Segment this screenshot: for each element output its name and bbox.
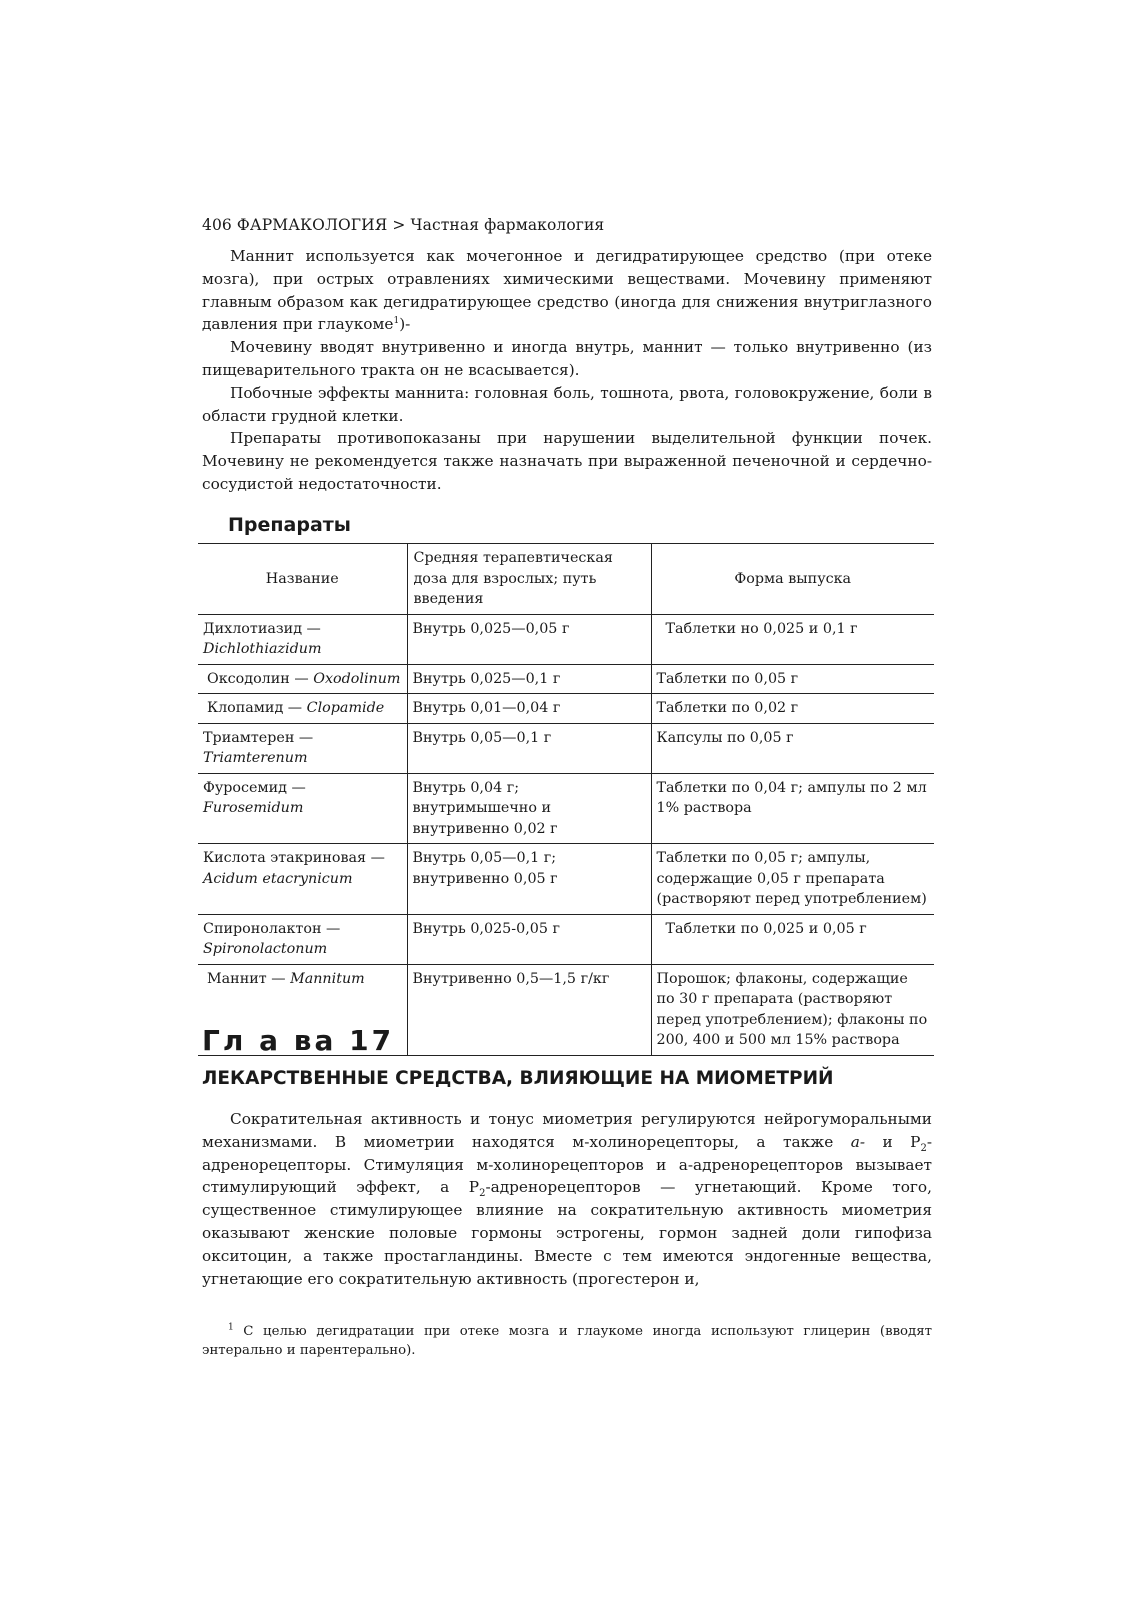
- drug-form-cell: Таблетки по 0,025 и 0,05 г: [651, 914, 934, 964]
- drug-name-cell: Спиронолактон — Spironolactonum: [198, 914, 407, 964]
- chapter-label: Гл а ва 17: [202, 1024, 395, 1057]
- drug-form-cell: Таблетки по 0,04 г; ампулы по 2 мл 1% раствора: [651, 773, 934, 844]
- chapter-title: ЛЕКАРСТВЕННЫЕ СРЕДСТВА, ВЛИЯЮЩИЕ НА МИОМЕТРИЙ: [202, 1068, 834, 1089]
- section-heading-drugs: Препараты: [228, 514, 351, 536]
- drug-dose-cell: Внутривенно 0,5—1,5 г/кг: [407, 964, 651, 1055]
- drug-name-cell: Кислота этакриновая — Acidum etacrynicum: [198, 844, 407, 915]
- drug-dose-cell: Внутрь 0,01—0,04 г: [407, 694, 651, 724]
- running-head: 406 ФАРМАКОЛОГИЯ > Частная фармакология: [202, 216, 605, 234]
- drug-form-cell: Таблетки по 0,05 г; ампулы, содержащие 0,05 г препарата (растворяют перед употреблением): [651, 844, 934, 915]
- drugs-table: [198, 543, 934, 1056]
- drug-dose-cell: Внутрь 0,05—0,1 г: [407, 723, 651, 773]
- chapter-body: [202, 1108, 932, 1290]
- footnote: $^1$ С целью дегидратации при отеке мозга и глаукоме иногда используют глицерин (вводят энтерально и парентерально).: [202, 1322, 932, 1358]
- drug-name-cell: Дихлотиазид — Dichlothiazidum: [198, 614, 407, 664]
- table-row: [198, 773, 934, 844]
- drug-dose-cell: Внутрь 0,04 г; внутримышечно и внутривенно 0,02 г: [407, 773, 651, 844]
- table-header-row: [198, 544, 934, 615]
- drug-dose-cell: Внутрь 0,05—0,1 г; внутривенно 0,05 г: [407, 844, 651, 915]
- footnote-number: 1: [228, 1322, 234, 1333]
- drug-name-cell: Оксодолин — Oxodolinum: [198, 664, 407, 694]
- column-header-form: Форма выпуска: [651, 544, 934, 615]
- drug-form-cell: Таблетки по 0,02 г: [651, 694, 934, 724]
- paragraph-myometrium: Сократительная активность и тонус миометрия регулируются нейрогуморальными механизмами. В миометрии находятся м-холинорецепторы, а также а- и $Р_2$-адренорецепторы. Стимуляция м-холинорецепторов и а-адренорецепторов вызывает стимулирующий эффект, а $Р_2$-адренорецепторов — угнетающий. Кроме того, существенное стимулирующее влияние на сократительную активность миометрия оказывают женские половые гормоны эстрогены, гормон задней доли гипофиза окситоцин, а также простагландины. Вместе с тем имеются эндогенные вещества, угнетающие его сократительную активность (прогестерон и,: [202, 1110, 932, 1288]
- drug-name-cell: Фуросемид — Furosemidum: [198, 773, 407, 844]
- table-row: [198, 614, 934, 664]
- drug-form-cell: Таблетки но 0,025 и 0,1 г: [651, 614, 934, 664]
- paragraph-side-effects: Побочные эффекты маннита: головная боль, тошнота, рвота, головокружение, боли в области грудной клетки.: [202, 383, 932, 425]
- drug-name-cell: Триамтерен — Triamterenum: [198, 723, 407, 773]
- footnote-mark: 1: [393, 316, 400, 327]
- drug-name-cell: Маннит — Mannitum: [198, 964, 407, 1055]
- drug-dose-cell: Внутрь 0,025—0,05 г: [407, 614, 651, 664]
- drug-dose-cell: Внутрь 0,025-0,05 г: [407, 914, 651, 964]
- table-row: [198, 844, 934, 915]
- table-row: [198, 723, 934, 773]
- table-row: [198, 664, 934, 694]
- drug-form-cell: Капсулы по 0,05 г: [651, 723, 934, 773]
- paragraph-administration: Мочевину вводят внутривенно и иногда внутрь, маннит — только внутривенно (из пищеварительного тракта он не всасывается).: [202, 338, 932, 379]
- drug-dose-cell: Внутрь 0,025—0,1 г: [407, 664, 651, 694]
- table-row: [198, 914, 934, 964]
- column-header-name: Название: [198, 544, 407, 615]
- drug-form-cell: Порошок; флаконы, содержащие по 30 г препарата (растворяют перед употреблением); флаконы по 200, 400 и 500 мл 15% раствора: [651, 964, 934, 1055]
- intro-text: [202, 245, 932, 496]
- paragraph-contraindications: Препараты противопоказаны при нарушении выделительной функции почек. Мочевину не рекомендуется также назначать при выраженной печеночной и сердечно-сосудистой недостаточности.: [202, 429, 932, 493]
- column-header-dose: Средняя терапевтическая доза для взрослых; путь введения: [407, 544, 651, 615]
- table-row: [198, 694, 934, 724]
- drug-name-cell: Клопамид — Clopamide: [198, 694, 407, 724]
- drug-form-cell: Таблетки по 0,05 г: [651, 664, 934, 694]
- paragraph-mannitol-use: Маннит используется как мочегонное и дегидратирующее средство (при отеке мозга), при острых отравлениях химическими веществами. Мочевину применяют главным образом как дегидратирующее средство (иногда для снижения внутриглазного давления при глаукоме$^1$)-: [202, 247, 932, 334]
